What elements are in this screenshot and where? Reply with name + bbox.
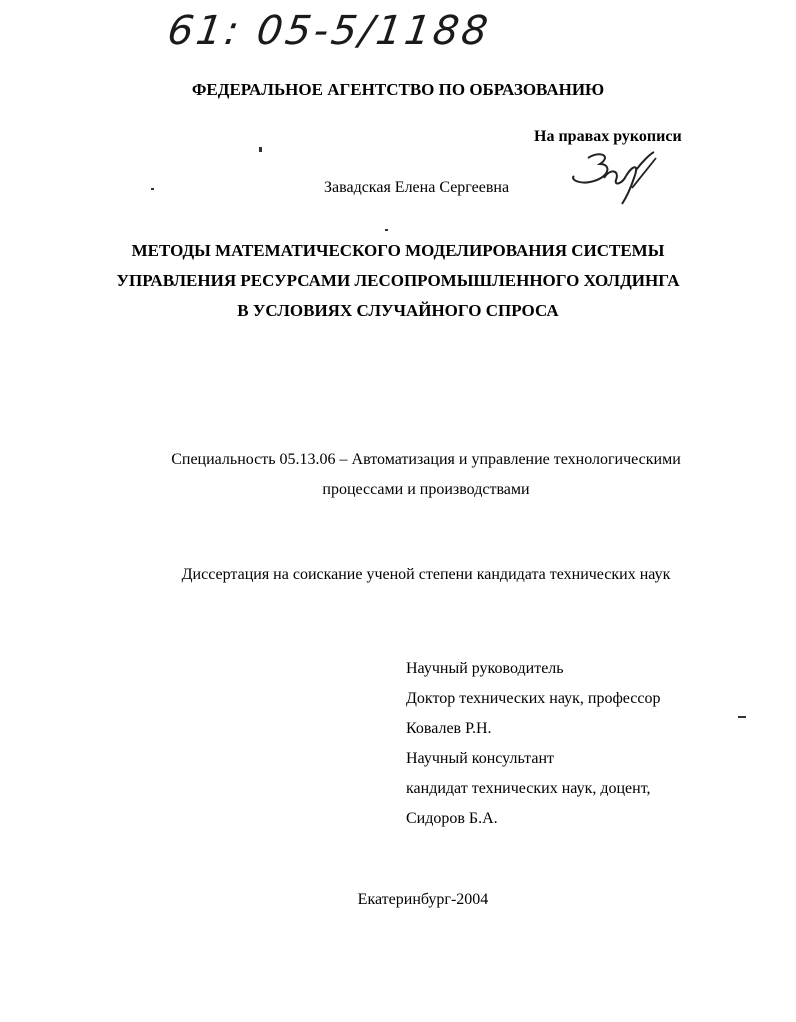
title-line: МЕТОДЫ МАТЕМАТИЧЕСКОГО МОДЕЛИРОВАНИЯ СИСТЕМЫ: [131, 241, 665, 260]
handwritten-signature: [560, 148, 660, 208]
specialty-line: процессами и производствами: [322, 481, 530, 498]
city-year: Екатеринбург-2004: [357, 891, 489, 908]
dissertation-title: [0, 236, 796, 326]
supervisor-block: [406, 654, 661, 834]
author-name: Завадская Елена Сергеевна: [324, 179, 510, 196]
specialty-line: Специальность 05.13.06 – Автоматизация и управление технологическими: [171, 451, 681, 468]
agency-heading: ФЕДЕРАЛЬНОЕ АГЕНТСТВО ПО ОБРАЗОВАНИЮ: [191, 80, 605, 99]
title-line: УПРАВЛЕНИЯ РЕСУРСАМИ ЛЕСОПРОМЫШЛЕННОГО ХОЛДИНГА: [116, 271, 680, 290]
supervisor-line: кандидат технических наук, доцент,: [406, 780, 651, 797]
title-line: В УСЛОВИЯХ СЛУЧАЙНОГО СПРОСА: [237, 301, 559, 320]
supervisor-line: Доктор технических наук, профессор: [406, 690, 661, 707]
supervisor-line: Сидоров Б.А.: [406, 810, 498, 827]
supervisor-line: Ковалев Р.Н.: [406, 720, 492, 737]
degree-statement: Диссертация на соискание ученой степени кандидата технических наук: [181, 566, 671, 583]
scan-speck: [151, 188, 154, 190]
scan-speck: [738, 716, 746, 718]
handwritten-archive-number: 61: 05-5/1188: [164, 8, 494, 54]
manuscript-rights-label: На правах рукописи: [534, 128, 682, 145]
scan-speck: [259, 147, 262, 152]
supervisor-line: Научный консультант: [406, 750, 554, 767]
scan-speck: [385, 229, 388, 231]
specialty-block: [0, 445, 796, 505]
supervisor-line: Научный руководитель: [406, 660, 564, 677]
